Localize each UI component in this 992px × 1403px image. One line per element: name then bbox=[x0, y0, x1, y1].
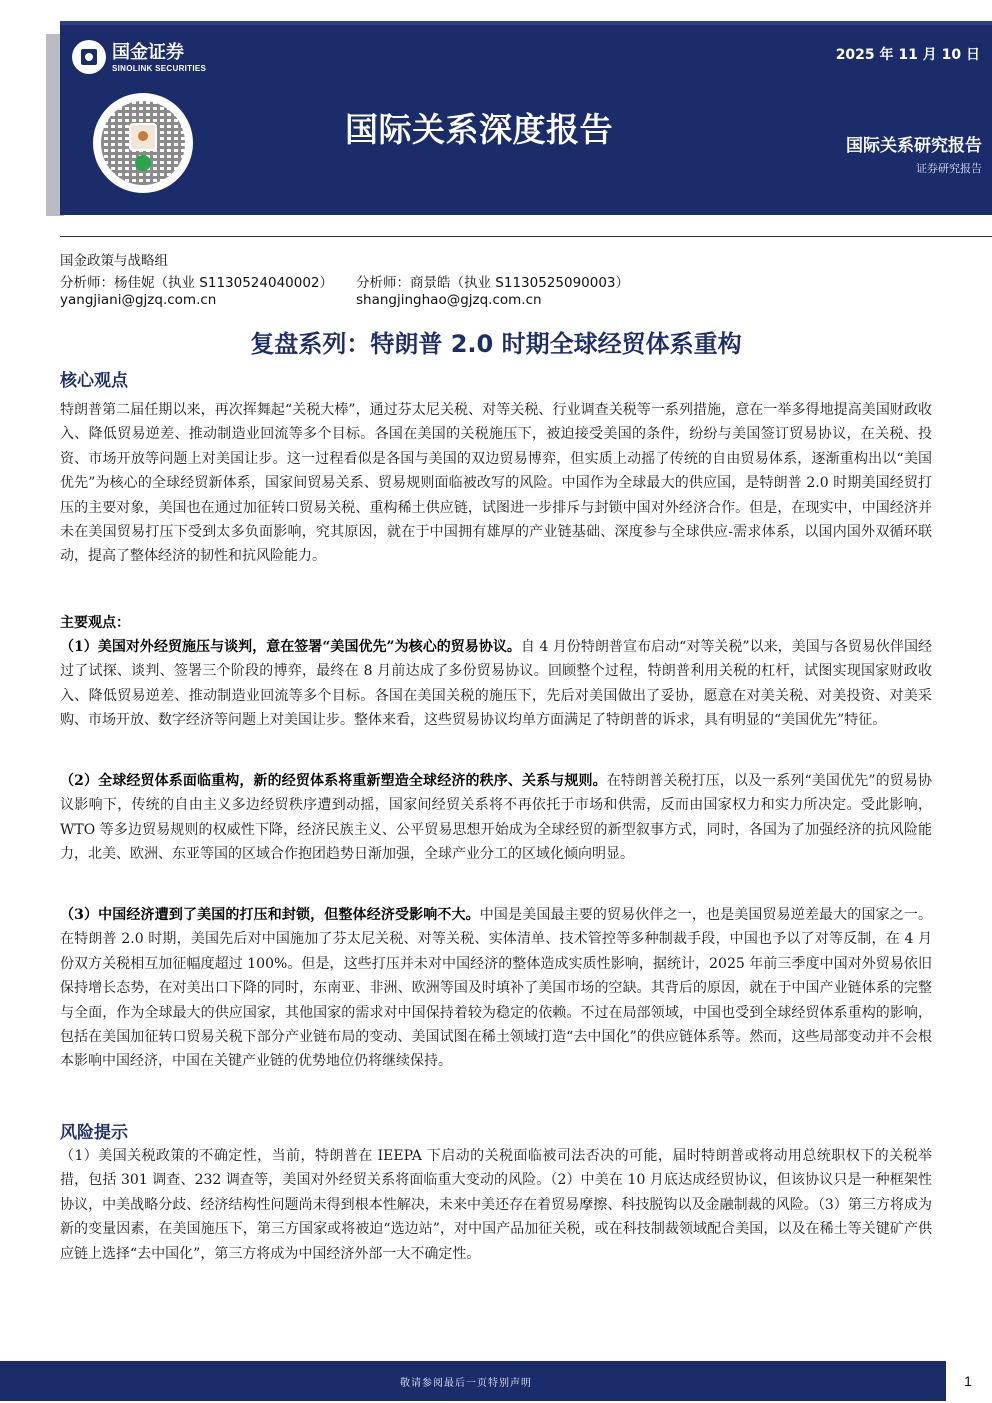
analyst-1-email[interactable]: yangjiani@gjzq.com.cn bbox=[60, 292, 217, 308]
qr-code-icon bbox=[93, 93, 193, 193]
footer-notice[interactable]: 敬请参阅最后一页特别声明 bbox=[400, 1378, 532, 1389]
logo-en-text: SINOLINK SECURITIES bbox=[112, 64, 207, 73]
main-point-1-lead: （1）美国对外经贸施压与谈判，意在签署“美国优先”为核心的贸易协议。 bbox=[60, 639, 521, 655]
main-point-2-lead: （2）全球经贸体系面临重构，新的经贸体系将重新塑造全球经济的秩序、关系与规则。 bbox=[60, 773, 607, 789]
document-title: 复盘系列：特朗普 2.0 时期全球经贸体系重构 bbox=[250, 330, 742, 358]
report-subcategory: 证券研究报告 bbox=[916, 162, 982, 175]
core-intro-paragraph: 特朗普第二届任期以来，再次挥舞起“关税大棒”，通过芬太尼关税、对等关税、行业调查关税等一系列措施，意在一举多得地提高美国财政收入、降低贸易逆差、推动制造业回流等多个目标。各国在美国的关税施压下，被迫接受美国的条件，纷纷与美国签订贸易协议，在关税、投资、市场开放等问题上对美国让步。这一过程看似是各国与美国的双边贸易博弈，但实质上动摇了传统的自由贸易体系，逐渐重构出以“美国优先”为核心的全球经贸新体系，国家间贸易关系、贸易规则面临被改写的风险。中国作为全球最大的供应国，是特朗普 2.0 时期美国经贸打压的主要对象，美国也在通过加征转口贸易关税、重构稀土供应链，试图进一步排斥与封锁中国对外经济合作。但是，在现实中，中国经济并未在美国贸易打压下受到太多负面影响，究其原因，就在于中国拥有雄厚的产业链基础、深度参与全球供应-需求体系，以国内国外双循环联动，提高了整体经济的韧性和抗风险能力。 bbox=[60, 402, 932, 565]
page-number: 1 bbox=[964, 1373, 972, 1389]
qr-mini-program-icon bbox=[135, 155, 151, 171]
report-date: 2025 年 11 月 10 日 bbox=[835, 47, 980, 63]
analyst-2: 分析师：商景皓（执业 S1130525090003） bbox=[356, 275, 630, 291]
main-point-3-body: 中国是美国最主要的贸易伙伴之一，也是美国贸易逆差最大的国家之一。在特朗普 2.0 时期，美国先后对中国施加了芬太尼关税、对等关税、实体清单、技术管控等多种制裁手段，中国也予以了对等反制，在 4 月份双方关税相互加征幅度超过 100%。但是，这些打压并未对中国经济的整体造成实质性影响，据统计，2025 年前三季度中国对外贸易依旧保持增长态势，在对美出口下降的同时，东南亚、非洲、欧洲等国及时填补了美国市场的空缺。其背后的原因，就在于中国产业链体系的完整与全面，作为全球最大的供应国家，其他国家的需求对中国保持着较为稳定的依赖。不过在局部领域，中国也受到全球经贸体系重构的影响，包括在美国加征转口贸易关税下部分产业链布局的变动、美国试图在稀土领域打造“去中国化”的供应链体系等。然而，这些局部变动并不会根本影响中国经济，中国在关键产业链的优势地位仍将继续保持。 bbox=[60, 907, 932, 1070]
banner-top-line bbox=[60, 21, 992, 25]
logo-cn-text: 国金证券 bbox=[112, 42, 184, 63]
core-views-heading: 核心观点 bbox=[60, 371, 128, 391]
main-point-1-body: 自 4 月份特朗普宣布启动“对等关税”以来，美国与各贸易伙伴国经过了试探、谈判、签署三个阶段的博弈，最终在 8 月前达成了多份贸易协议。回顾整个过程，特朗普利用关税的杠杆，试图实现国家财政收入、降低贸易逆差、推动制造业回流等多个目标。各国在美国关税的施压下，先后对美国做出了妥协，愿意在对美关税、对美投资、对美采购、市场开放、数字经济等问题上对美国让步。整体来看，这些贸易协议均单方面满足了特朗普的诉求，具有明显的“美国优先”特征。 bbox=[60, 639, 932, 729]
main-point-1 bbox=[60, 635, 932, 733]
risk-paragraph: （1）美国关税政策的不确定性，当前，特朗普在 IEEPA 下启动的关税面临被司法否决的可能，届时特朗普或将动用总统职权下的关税举措，包括 301 调查、232 调查等，美国对外经贸关系将面临重大变动的风险。（2）中美在 10 月底达成经贸协议，但该协议只是一种框架性协议，中美战略分歧、经济结构性问题尚未得到根本性解决，未来中美还存在着贸易摩擦、科技脱钩以及金融制裁的风险。（3）第三方将成为新的变量因素，在美国施压下，第三方国家或将被迫“选边站”，对中国产品加征关税，或在科技制裁领域配合美国，以及在稀土等关键矿产供应链上选择“去中国化”，第三方将成为中国经济外部一大不确定性。 bbox=[60, 1148, 932, 1262]
main-views-label: 主要观点： bbox=[60, 615, 130, 631]
logo-mark-icon bbox=[72, 40, 106, 74]
header-divider bbox=[60, 236, 992, 237]
report-type-title: 国际关系深度报告 bbox=[345, 110, 613, 149]
main-point-3-lead: （3）中国经济遭到了美国的打压和封锁，但整体经济受影响不大。 bbox=[60, 907, 480, 923]
main-point-2 bbox=[60, 769, 932, 867]
risk-heading: 风险提示 bbox=[60, 1123, 128, 1143]
qr-center-logo-icon bbox=[129, 123, 157, 151]
main-point-3 bbox=[60, 903, 932, 1074]
analyst-2-email[interactable]: shangjinghao@gjzq.com.cn bbox=[356, 292, 542, 308]
report-category: 国际关系研究报告 bbox=[846, 136, 982, 156]
analyst-1: 分析师：杨佳妮（执业 S1130524040002） bbox=[60, 275, 334, 291]
main-point-2-body: 在特朗普关税打压，以及一系列“美国优先”的贸易协议影响下，传统的自由主义多边经贸秩序遭到动摇，国家间经贸关系将不再依托于市场和供需，反而由国家权力和实力所决定。受此影响，WTO 等多边贸易规则的权威性下降，经济民族主义、公平贸易思想开始成为全球经贸的新型叙事方式，同时，各国为了加强经济的抗风险能力，北美、欧洲、东亚等国的区域合作抱团趋势日渐加强，全球产业分工的区域化倾向明显。 bbox=[60, 773, 932, 863]
research-group: 国金政策与战略组 bbox=[60, 253, 168, 269]
company-logo bbox=[72, 38, 222, 78]
